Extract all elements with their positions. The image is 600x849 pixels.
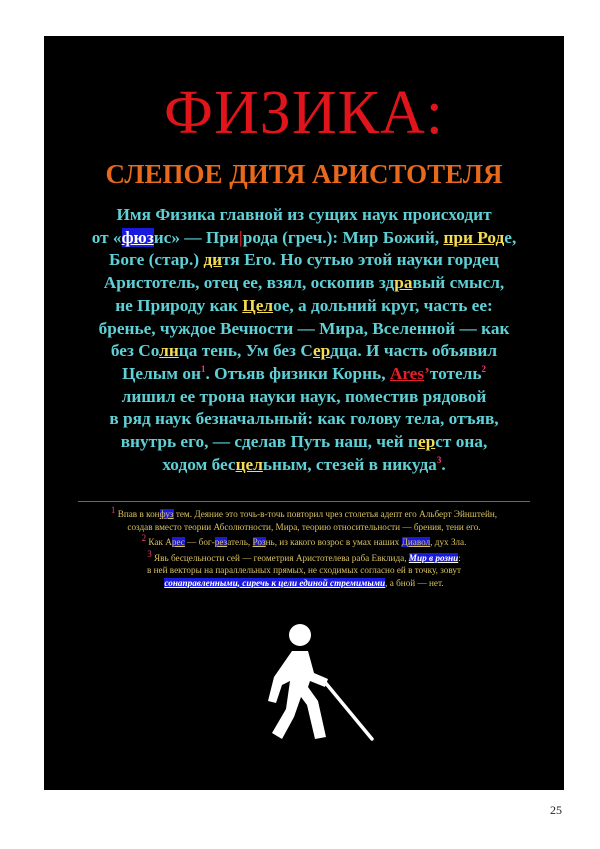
footnote-1-cont: создав вместо теории Абсолютности, Мира, теорию относительности — брения, тени его. [127, 521, 481, 532]
text-line-3: Боге (стар.) дитя Его. Но сутью этой науки гордец [108, 250, 499, 270]
footnotes [64, 504, 544, 589]
text-line-10: в ряд наук безначальный: как голову тела, отъяв, [109, 409, 499, 429]
footnote-ref-3: 3 [436, 454, 442, 465]
text-line-11: внутрь его, — сделав Путь наш, чей перст она, [120, 432, 488, 452]
text-line-8: Целым $он^1$. Отъяв физики Корнь, Ares’тотель$^2$ [121, 363, 487, 383]
footnote-1: 1 Впав в конфуз тем. Деяние это точь-в-точь повторил чрез столетья адепт его Альберт Эйнштейн, [110, 504, 498, 519]
footnote-2: 2 Как Арес — бог-резатель, Рознь, из какого возрос в умах наших Диавол, дух Зла. [141, 532, 467, 547]
text-line-4: Аристотель, отец ее, взял, оскопив здравый смысл, [103, 273, 505, 293]
footnote-separator [78, 501, 530, 502]
footnote-3-cont2: сонаправленными, сиречь к цели единой стремимыми, а бной — нет. [164, 577, 444, 588]
ares-word: Ares [389, 363, 425, 383]
text-line-2: от «фюзис» — При|рода (греч.): Мир Божий, при Роде, [91, 227, 517, 247]
black-panel [44, 36, 564, 790]
text-line-6: бренье, чуждое Вечности — Мира, Вселенной — как [98, 318, 510, 338]
page-number: 25 [550, 803, 562, 817]
main-text [58, 204, 550, 476]
footnote-ref-2: 2 [481, 364, 487, 375]
footnote-3-cont: в ней векторы на параллельных прямых, не сходимых согласно ей в точку, зовут [146, 565, 462, 575]
text-line-12: ходом бесцельным, стезей в никуда$^3$. [162, 454, 446, 474]
text-line-9: лишил ее трона науки наук, поместив рядовой [121, 386, 487, 406]
page-title: ФИЗИКА: [164, 79, 444, 147]
text-line-5: не Природу как Целое, а дольний круг, часть ее: [115, 295, 493, 315]
footnote-3: 3 Явь бесцельности сей — геометрия Аристотелева раба Евклида, Мир в розни: [147, 548, 461, 563]
page-subtitle: СЛЕПОЕ ДИТЯ АРИСТОТЕЛЯ [105, 159, 503, 189]
blind-walker-icon [268, 621, 378, 741]
footnote-ref-1: 1 [200, 364, 206, 375]
text-line-1: Имя Физика главной из сущих наук происходит [116, 205, 492, 224]
text-line-7: без Солнца тень, Ум без Сердца. И часть объявил [110, 341, 498, 361]
